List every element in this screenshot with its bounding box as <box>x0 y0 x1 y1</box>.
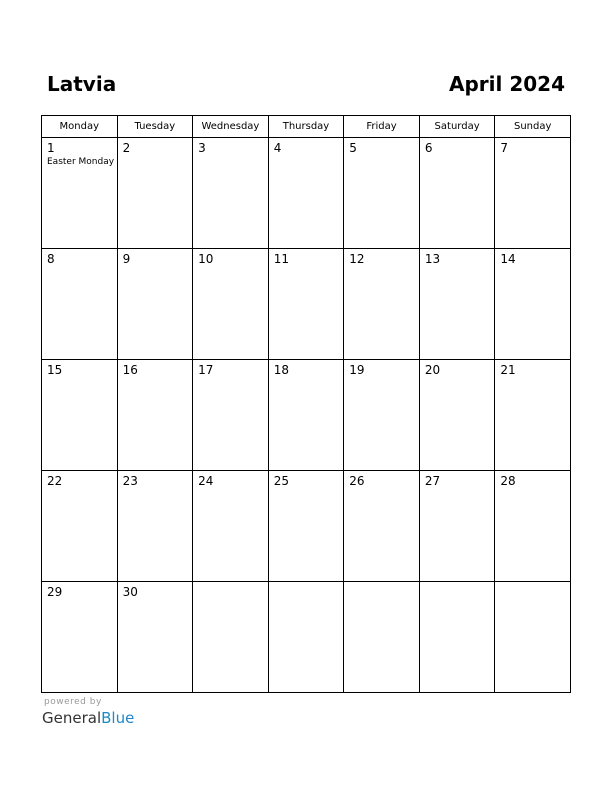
day-cell <box>495 138 571 249</box>
weekday-header-row <box>42 116 571 138</box>
day-number: 3 <box>198 141 206 155</box>
day-number: 29 <box>47 585 63 599</box>
day-cell <box>268 471 344 582</box>
footer <box>42 696 134 728</box>
day-cell <box>117 471 193 582</box>
week-row <box>42 471 571 582</box>
day-number: 13 <box>424 252 441 266</box>
day-number: 17 <box>198 363 214 377</box>
day-number: 2 <box>122 141 131 155</box>
day-number: 7 <box>500 141 509 155</box>
day-number: 5 <box>349 141 357 155</box>
day-cell <box>117 582 193 693</box>
day-number: 30 <box>122 585 138 599</box>
day-cell <box>344 471 420 582</box>
day-cell <box>268 138 344 249</box>
day-number: 18 <box>273 363 289 377</box>
day-number: 22 <box>47 474 63 488</box>
day-number: 26 <box>349 474 365 488</box>
day-cell <box>193 360 269 471</box>
day-cell-empty <box>419 582 495 693</box>
day-cell <box>495 249 571 360</box>
brand-blue-text: Blue <box>101 709 135 727</box>
day-cell <box>193 138 269 249</box>
day-number: 28 <box>500 474 516 488</box>
week-row <box>42 249 571 360</box>
day-number: 16 <box>122 363 138 377</box>
day-cell <box>495 360 571 471</box>
country-title: Latvia <box>47 72 117 96</box>
day-cell <box>495 471 571 582</box>
day-cell <box>419 360 495 471</box>
day-cell-empty <box>193 582 269 693</box>
week-row <box>42 582 571 693</box>
day-number: 27 <box>424 474 441 488</box>
day-number: 9 <box>122 252 131 266</box>
holiday-label: Easter Monday <box>47 157 115 167</box>
day-cell-empty <box>268 582 344 693</box>
calendar-grid <box>41 115 571 693</box>
weekday-header: Monday <box>42 116 118 138</box>
day-cell <box>344 138 420 249</box>
weekday-header: Sunday <box>495 116 571 138</box>
weekday-header: Tuesday <box>117 116 193 138</box>
day-number: 4 <box>273 141 282 155</box>
day-cell <box>344 249 420 360</box>
day-cell <box>419 249 495 360</box>
day-number: 12 <box>349 252 365 266</box>
day-cell-empty <box>495 582 571 693</box>
generalblue-logo[interactable] <box>42 708 134 728</box>
day-cell <box>419 471 495 582</box>
day-cell <box>268 249 344 360</box>
day-cell <box>117 249 193 360</box>
day-number: 1 <box>47 141 55 155</box>
day-number: 6 <box>424 141 433 155</box>
weekday-header: Thursday <box>268 116 344 138</box>
day-cell-empty <box>344 582 420 693</box>
day-number: 10 <box>198 252 214 266</box>
day-number: 19 <box>349 363 365 377</box>
day-number: 20 <box>424 363 441 377</box>
day-cell <box>344 360 420 471</box>
day-cell <box>42 249 118 360</box>
day-cell <box>42 471 118 582</box>
day-cell <box>42 138 118 249</box>
day-cell <box>117 360 193 471</box>
weekday-header: Friday <box>344 116 420 138</box>
day-number: 15 <box>47 363 63 377</box>
weekday-header: Wednesday <box>193 116 269 138</box>
week-row <box>42 138 571 249</box>
day-number: 14 <box>500 252 516 266</box>
day-cell <box>193 471 269 582</box>
powered-by-text: powered by <box>44 697 102 707</box>
month-year-title: April 2024 <box>449 72 565 96</box>
day-cell <box>42 360 118 471</box>
day-number: 8 <box>47 252 55 266</box>
day-number: 11 <box>273 252 289 266</box>
day-number: 23 <box>122 474 138 488</box>
day-cell <box>117 138 193 249</box>
day-cell <box>193 249 269 360</box>
day-number: 24 <box>198 474 214 488</box>
day-cell <box>42 582 118 693</box>
week-row <box>42 360 571 471</box>
day-cell <box>419 138 495 249</box>
day-number: 21 <box>500 363 516 377</box>
day-cell <box>268 360 344 471</box>
weekday-header: Saturday <box>419 116 495 138</box>
brand-general-text: General <box>42 709 102 727</box>
day-number: 25 <box>273 474 289 488</box>
